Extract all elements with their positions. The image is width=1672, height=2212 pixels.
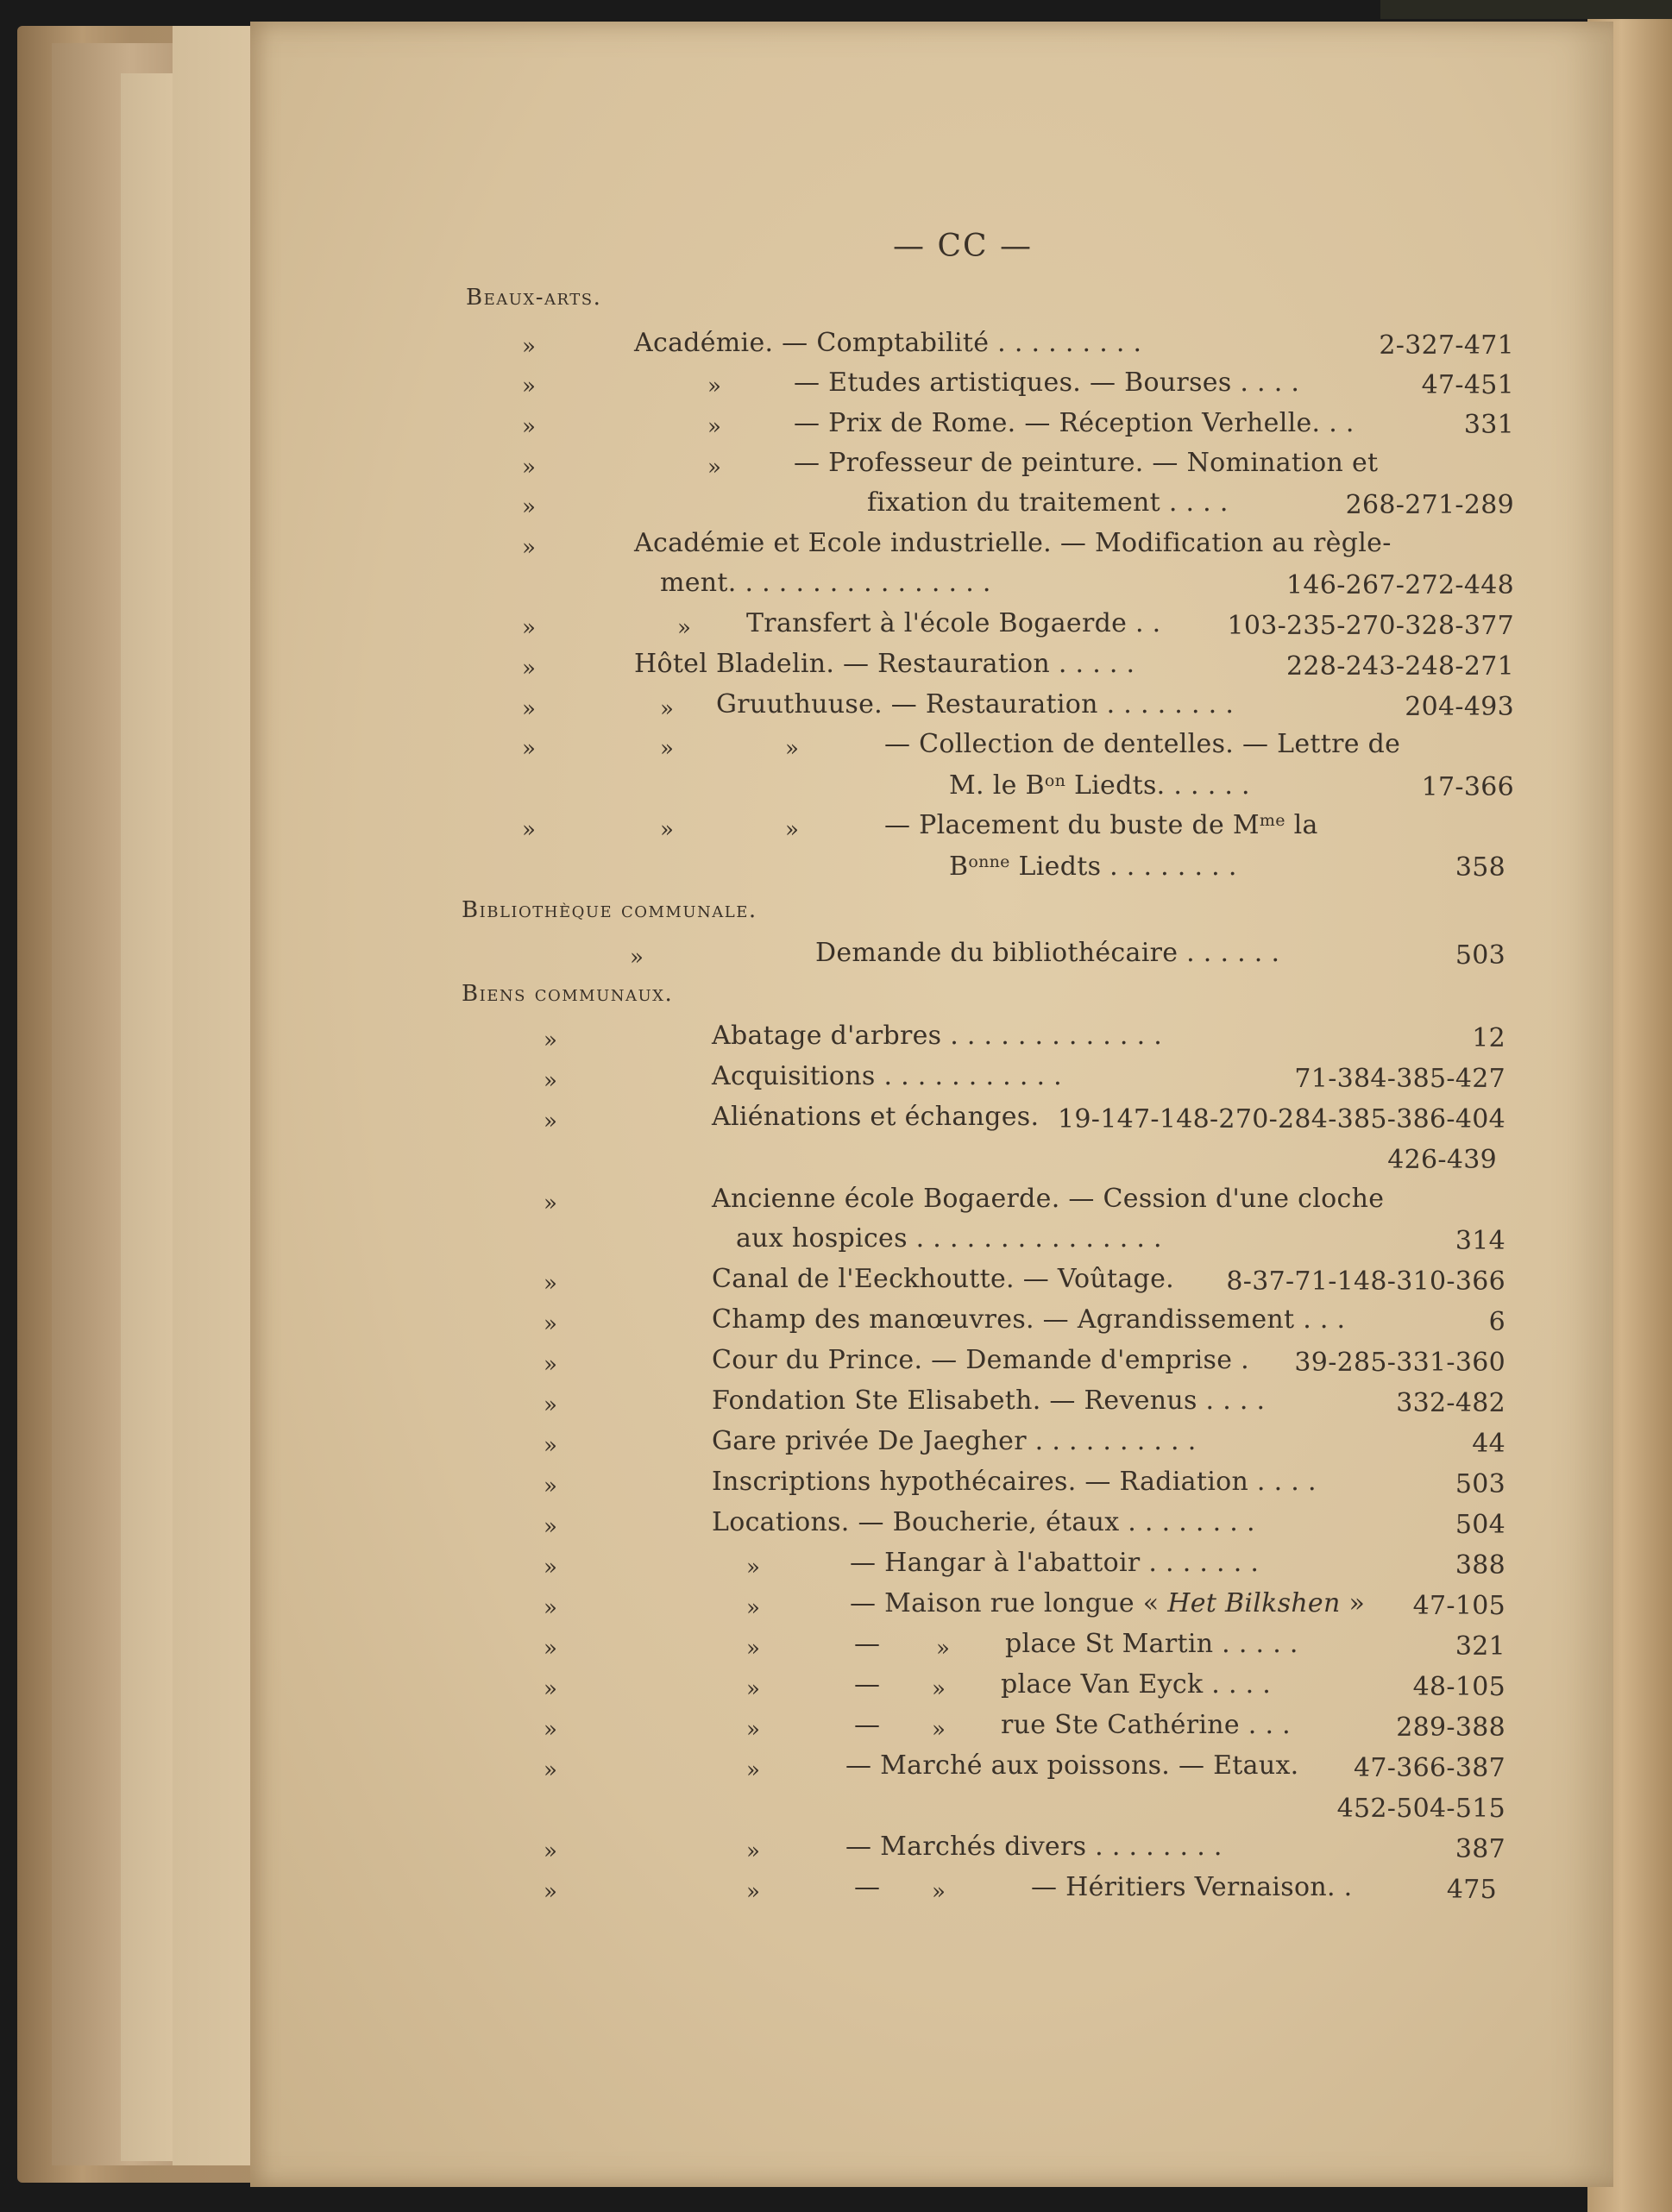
ditto-mark: » [544,1838,557,1864]
ditto-mark: » [936,1636,950,1662]
entry-text: Aliénations et échanges. [712,1102,1040,1132]
entry-text: Fondation Ste Elisabeth. — Revenus . . . . [712,1386,1266,1416]
ditto-mark: » [544,1514,557,1540]
ditto-mark: » [522,334,536,360]
ditto-mark: » [677,615,691,641]
ditto-mark: » [544,1555,557,1580]
page-number: — CC — [893,229,1033,264]
entry-pages: 475 [1446,1875,1497,1905]
entry-text: — Maison rue longue « Het Bilkshen » [850,1588,1366,1618]
entry-text: $B^{onne}$ Liedts . . . . . . . . [949,851,1237,882]
entry-pages: 332-482 [1396,1388,1505,1418]
entry-pages: 17-366 [1421,772,1514,802]
ditto-mark: » [522,817,536,843]
entry-pages: 48-105 [1412,1672,1505,1702]
entry-text: M. le $B^{on}$ Liedts. . . . . . [949,770,1250,801]
scan-border [1380,0,1672,19]
entry-pages: 331 [1463,410,1514,440]
ditto-mark: » [544,1271,557,1297]
ditto-mark: » [746,1757,760,1783]
ditto-mark: » [522,494,536,520]
ditto-mark: » [746,1879,760,1905]
ditto-mark: » [544,1311,557,1337]
ditto-mark: » [544,1636,557,1662]
ditto-mark: » [522,696,536,722]
entry-pages: 503 [1455,940,1505,971]
ditto-mark: » [660,696,674,722]
entry-pages: 44 [1472,1429,1505,1459]
ditto-mark: » [630,945,644,971]
entry-text: ment. . . . . . . . . . . . . . . . [660,568,991,598]
entry-pages: 452-504-515 [1336,1794,1505,1824]
entry-pages: 47-105 [1412,1591,1505,1621]
entry-pages: 321 [1455,1631,1505,1662]
ditto-mark: » [522,656,536,682]
entry-pages: 19-147-148-270-284-385-386-404 [1058,1104,1505,1134]
entry-pages: 103-235-270-328-377 [1227,611,1514,641]
entry-pages: 268-271-289 [1345,490,1514,520]
entry-pages: 388 [1455,1550,1505,1580]
entry-text: — Collection de dentelles. — Lettre de [884,729,1401,759]
entry-text: — Professeur de peinture. — Nomination et [794,448,1379,478]
entry-pages: 2-327-471 [1379,330,1514,361]
ditto-mark: » [544,1109,557,1134]
ditto-mark: » [660,736,674,762]
ditto-mark: » [932,1676,946,1702]
entry-dash: — [854,1629,881,1659]
entry-text: Académie et Ecole industrielle. — Modification au règle- [634,528,1392,558]
ditto-mark: » [522,736,536,762]
ditto-mark: » [544,1433,557,1459]
entry-text: Académie. — Comptabilité . . . . . . . . . [634,328,1142,358]
entry-dash: — [854,1669,881,1700]
ditto-mark: » [932,1879,946,1905]
ditto-mark: » [522,535,536,561]
entry-text: Cour du Prince. — Demande d'emprise . [712,1345,1249,1375]
entry-pages: 71-384-385-427 [1294,1064,1505,1094]
ditto-mark: » [544,1068,557,1094]
entry-pages: 6 [1488,1307,1505,1337]
ditto-mark: » [660,817,674,843]
entry-text: — Placement du buste de $M^{me}$ la [884,810,1318,840]
entry-text: Locations. — Boucherie, étaux . . . . . . . . [712,1507,1255,1537]
ditto-mark: » [932,1717,946,1743]
entry-text: fixation du traitement . . . . [867,487,1229,518]
entry-text: — Marchés divers . . . . . . . . [845,1832,1223,1862]
ditto-mark: » [522,414,536,440]
entry-text: Champ des manœuvres. — Agrandissement . . . [712,1304,1346,1335]
ditto-mark: » [785,817,799,843]
entry-pages: 387 [1455,1834,1505,1864]
entry-pages: 204-493 [1405,692,1514,722]
ditto-mark: » [544,1676,557,1702]
ditto-mark: » [544,1757,557,1783]
section-heading-beaux-arts: Beaux-arts. [466,285,602,311]
entry-pages: 146-267-272-448 [1286,570,1514,600]
entry-pages: 12 [1472,1023,1505,1053]
entry-text: — Etudes artistiques. — Bourses . . . . [794,368,1300,398]
ditto-mark: » [707,374,721,399]
entry-text: Gare privée De Jaegher . . . . . . . . . . [712,1426,1197,1456]
ditto-mark: » [544,1879,557,1905]
entry-text: place St Martin . . . . . [1005,1629,1298,1659]
ditto-mark: » [746,1838,760,1864]
entry-pages: 504 [1455,1510,1505,1540]
entry-text: — Prix de Rome. — Réception Verhelle. . . [794,408,1355,438]
ditto-mark: » [746,1717,760,1743]
ditto-mark: » [544,1352,557,1378]
entry-pages: 8-37-71-148-310-366 [1226,1266,1505,1297]
entry-pages: 289-388 [1396,1712,1505,1743]
ditto-mark: » [544,1392,557,1418]
entry-pages: 426-439 [1387,1145,1497,1175]
index-page [250,22,1613,2187]
ditto-mark: » [707,414,721,440]
section-heading-bibliotheque: Bibliothèque communale. [462,897,757,923]
entry-pages: 503 [1455,1469,1505,1499]
entry-text: Canal de l'Eeckhoutte. — Voûtage. [712,1264,1174,1294]
entry-text: Abatage d'arbres . . . . . . . . . . . . . [712,1021,1163,1051]
ditto-mark: » [544,1595,557,1621]
ditto-mark: » [746,1636,760,1662]
section-heading-biens: Biens communaux. [462,981,674,1007]
entry-pages: 39-285-331-360 [1294,1348,1505,1378]
ditto-mark: » [746,1595,760,1621]
ditto-mark: » [746,1676,760,1702]
ditto-mark: » [522,374,536,399]
entry-pages: 228-243-248-271 [1286,651,1514,682]
entry-text: — Hangar à l'abattoir . . . . . . . [850,1548,1260,1578]
ditto-mark: » [707,455,721,481]
entry-text: — Héritiers Vernaison. . [1031,1872,1353,1902]
ditto-mark: » [544,1027,557,1053]
entry-pages: 358 [1455,852,1505,883]
entry-text: place Van Eyck . . . . [1001,1669,1272,1700]
ditto-mark: » [785,736,799,762]
entry-text: aux hospices . . . . . . . . . . . . . . . [736,1223,1162,1254]
ditto-mark: » [522,615,536,641]
entry-text: Transfert à l'école Bogaerde . . [746,608,1161,638]
entry-dash: — [854,1710,881,1740]
entry-text: — Marché aux poissons. — Etaux. [845,1750,1299,1781]
entry-text: Hôtel Bladelin. — Restauration . . . . . [634,649,1135,679]
entry-text: Ancienne école Bogaerde. — Cession d'une cloche [712,1184,1385,1214]
entry-text: rue Ste Cathérine . . . [1001,1710,1291,1740]
entry-text: Gruuthuuse. — Restauration . . . . . . . . [716,689,1235,720]
ditto-mark: » [544,1191,557,1216]
ditto-mark: » [522,455,536,481]
entry-dash: — [854,1872,881,1902]
entry-pages: 47-366-387 [1354,1753,1505,1783]
entry-pages: 314 [1455,1226,1505,1256]
entry-text: Inscriptions hypothécaires. — Radiation . . . . [712,1467,1317,1497]
ditto-mark: » [544,1717,557,1743]
ditto-mark: » [544,1474,557,1499]
entry-pages: 47-451 [1421,370,1514,400]
entry-text: Acquisitions . . . . . . . . . . . [712,1061,1063,1091]
ditto-mark: » [746,1555,760,1580]
entry-text: Demande du bibliothécaire . . . . . . [815,938,1280,968]
